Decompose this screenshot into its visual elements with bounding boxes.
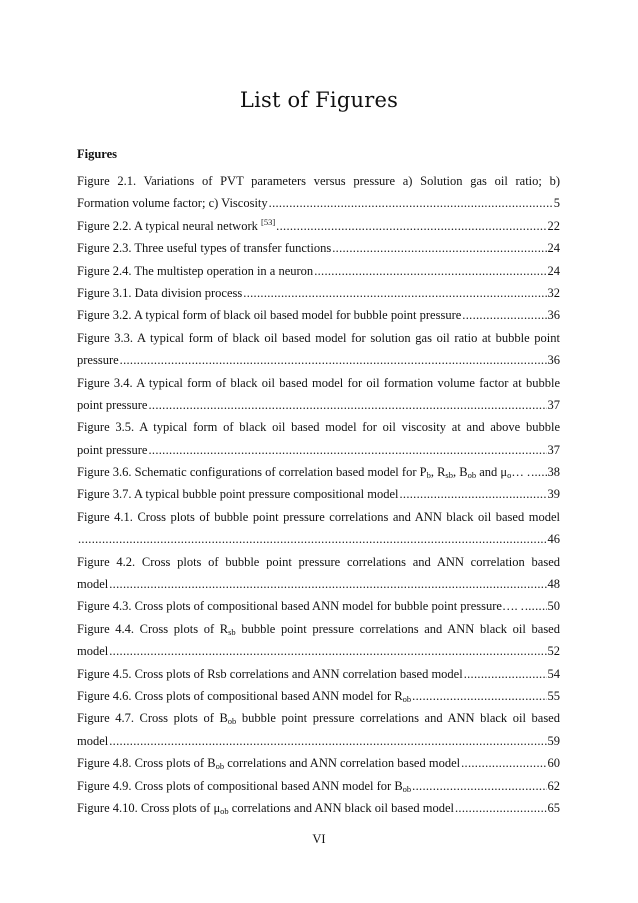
toc-entry-4-5: Figure 4.5. Cross plots of Rsb correlations and ANN correlation based model ..... 54 xyxy=(77,663,560,685)
toc-entry-4-1-line1: Figure 4.1. Cross plots of bubble point pressure correlations and ANN black oil based model xyxy=(77,509,560,524)
figure-list xyxy=(77,170,560,819)
toc-entry-4-4-line1: Figure 4.4. Cross plots of $R_{sb}$ bubble point pressure correlations and ANN black oil based xyxy=(77,621,560,637)
citation-ref: [53] xyxy=(261,216,276,227)
toc-entry-2-2: Figure 2.2. A typical neural network [53] ..... 22 xyxy=(77,215,560,237)
toc-entry-3-2: Figure 3.2. A typical form of black oil based model for bubble point pressure ..... 36 xyxy=(77,304,560,326)
toc-entry-4-3: Figure 4.3. Cross plots of compositional based ANN model for bubble point pressure…. . ..... 50 xyxy=(77,595,560,617)
toc-entry-4-7-line1: Figure 4.7. Cross plots of $B_{ob}$ bubble point pressure correlations and ANN black oil based xyxy=(77,711,560,727)
toc-entry-2-4: Figure 2.4. The multistep operation in a neuron ..... 24 xyxy=(77,260,560,282)
toc-entry-3-5-line2: point pressure ..... 37 xyxy=(77,439,560,461)
toc-entry-4-10: Figure 4.10. Cross plots of $\mu_{ob}$ correlations and ANN black oil based model ..... 65 xyxy=(77,797,560,819)
toc-entry-4-2-line1: Figure 4.2. Cross plots of bubble point pressure correlations and ANN correlation based xyxy=(77,554,560,569)
toc-entry-2-1-line1: Figure 2.1. Variations of PVT parameters versus pressure a) Solution gas oil ratio; b) xyxy=(77,174,560,188)
toc-entry-4-2-line2: model ..... 48 xyxy=(77,573,560,595)
toc-entry-4-6: Figure 4.6. Cross plots of compositional based ANN model for $R_{ob}$ ..... 55 xyxy=(77,685,560,707)
toc-entry-2-3: Figure 2.3. Three useful types of transfer functions ..... 24 xyxy=(77,237,560,259)
toc-entry-3-7: Figure 3.7. A typical bubble point pressure compositional model ..... 39 xyxy=(77,483,560,505)
section-subhead: Figures xyxy=(77,147,118,161)
toc-entry-2-1-line2: Formation volume factor; c) Viscosity ..... 5 xyxy=(77,192,560,214)
toc-entry-3-6: Figure 3.6. Schematic configurations of correlation based model for $P_b$, $R_{sb}$, $B_{ob}$ and $\mu_o\dots$ . ..... 38 xyxy=(77,461,560,483)
toc-entry-4-1-line2: ..... 46 xyxy=(77,528,560,550)
page-title: List of Figures xyxy=(239,88,399,112)
toc-entry-3-3-line2: pressure ..... 36 xyxy=(77,349,560,371)
toc-entry-3-3-line1: Figure 3.3. A typical form of black oil based model for solution gas oil ratio at bubble point xyxy=(77,330,560,345)
toc-entry-4-7-line2: model ..... 59 xyxy=(77,730,560,752)
page-ref: 5 xyxy=(553,196,560,211)
toc-entry-3-4-line1: Figure 3.4. A typical form of black oil based model for oil formation volume factor at bubble xyxy=(77,375,560,390)
toc-entry-3-1: Figure 3.1. Data division process ..... 32 xyxy=(77,282,560,304)
toc-entry-4-4-line2: model ..... 52 xyxy=(77,640,560,662)
toc-entry-3-4-line2: point pressure ..... 37 xyxy=(77,394,560,416)
page-number: VI xyxy=(312,832,326,846)
toc-entry-4-8: Figure 4.8. Cross plots of $B_{ob}$ correlations and ANN correlation based model ..... 60 xyxy=(77,752,560,774)
toc-entry-3-5-line1: Figure 3.5. A typical form of black oil based model for oil viscosity at and above bubble xyxy=(77,420,560,435)
toc-entry-4-9: Figure 4.9. Cross plots of compositional based ANN model for $B_{ob}$ ..... 62 xyxy=(77,775,560,797)
